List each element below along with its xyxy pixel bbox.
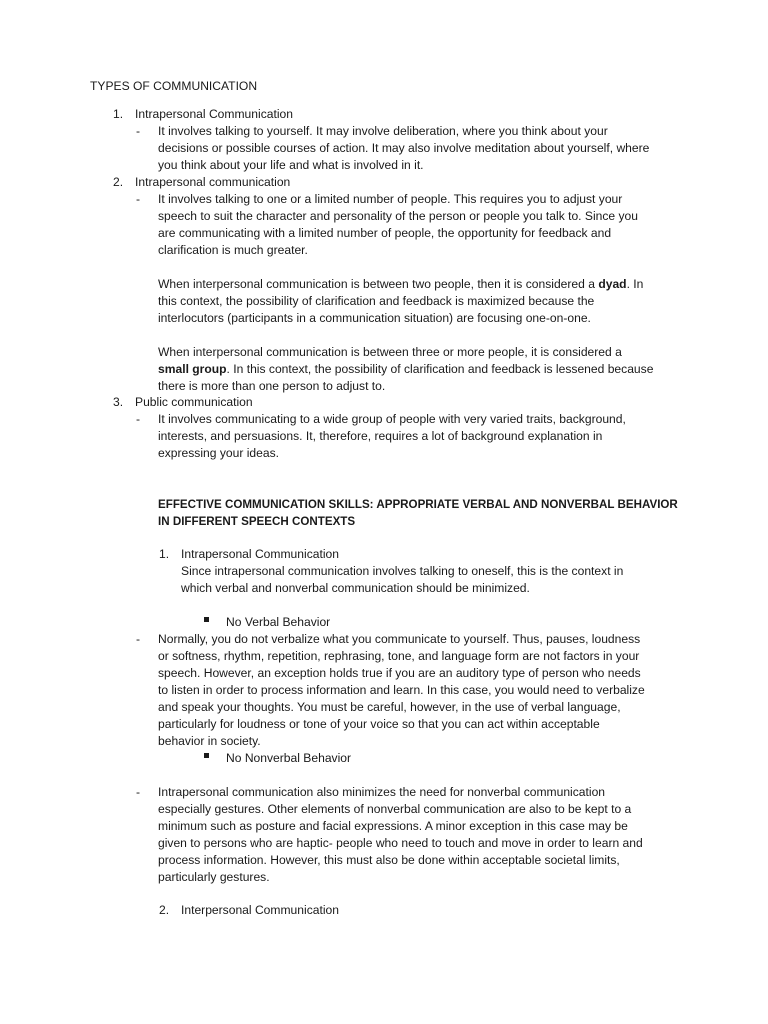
dash-bullet: -	[136, 124, 141, 138]
sublist-heading-2: Interpersonal Communication	[181, 903, 339, 917]
dash-bullet: -	[136, 192, 141, 206]
paragraph-line: minimum such as posture and facial expressions. A minor exception in this case may be	[158, 819, 628, 833]
sublist-number-2: 2.	[159, 903, 170, 917]
paragraph-line: you think about your life and what is involved in it.	[158, 158, 424, 172]
bullet-label: No Verbal Behavior	[226, 615, 331, 629]
paragraph-line: When interpersonal communication is between three or more people, it is considered a	[158, 345, 622, 359]
paragraph-line: expressing your ideas.	[158, 446, 280, 460]
section-heading: EFFECTIVE COMMUNICATION SKILLS: APPROPRIATE VERBAL AND NONVERBAL BEHAVIOR	[158, 498, 678, 511]
list-number-2: 2.	[113, 175, 124, 189]
paragraph-line: interests, and persuasions. It, therefore, requires a lot of background explanation in	[158, 429, 603, 443]
paragraph-line: Since intrapersonal communication involves talking to oneself, this is the context in	[181, 564, 624, 578]
paragraph-line: speech. However, an exception holds true if you are an auditory type of person who needs	[158, 666, 641, 680]
paragraph-line: It involves talking to yourself. It may involve deliberation, where you think about your	[158, 124, 608, 138]
paragraph-line: given to persons who are haptic- people who need to touch and move in order to learn and	[158, 836, 643, 850]
dash-bullet: -	[136, 785, 141, 799]
list-number-1: 1.	[113, 107, 124, 121]
paragraph-line: speech to suit the character and personality of the person or people you talk to. Since you	[158, 209, 639, 223]
small-group-term: small group	[158, 362, 227, 376]
small-group-paragraph-line: small group. In this context, the possibility of clarification and feedback is lessened because	[158, 362, 654, 376]
square-bullet-icon	[204, 617, 209, 622]
paragraph-line: particularly gestures.	[158, 870, 270, 884]
paragraph-line: Normally, you do not verbalize what you communicate to yourself. Thus, pauses, loudness	[158, 632, 641, 646]
paragraph-line: It involves communicating to a wide group of people with very varied traits, background,	[158, 412, 626, 426]
list-heading-2: Intrapersonal communication	[135, 175, 291, 189]
paragraph-line: behavior in society.	[158, 734, 261, 748]
paragraph-line: interlocutors (participants in a communication situation) are focusing one-on-one.	[158, 311, 591, 325]
list-number-3: 3.	[113, 395, 124, 409]
dyad-term: dyad	[598, 277, 627, 291]
paragraph-line: particularly for loudness or tone of your voice so that you can act within acceptable	[158, 717, 600, 731]
paragraph-line: process information. However, this must also be done within acceptable societal limits,	[158, 853, 620, 867]
paragraph-line: clarification is much greater.	[158, 243, 308, 257]
paragraph-line: Intrapersonal communication also minimizes the need for nonverbal communication	[158, 785, 606, 799]
sublist-heading-1: Intrapersonal Communication	[181, 547, 339, 561]
paragraph-line: are communicating with a limited number of people, the opportunity for feedback and	[158, 226, 612, 240]
bullet-label: No Nonverbal Behavior	[226, 751, 352, 765]
paragraph-line: which verbal and nonverbal communication should be minimized.	[181, 581, 530, 595]
section-heading: IN DIFFERENT SPEECH CONTEXTS	[158, 515, 356, 528]
document-title: TYPES OF COMMUNICATION	[90, 79, 258, 93]
paragraph-line: It involves talking to one or a limited number of people. This requires you to adjust your	[158, 192, 623, 206]
paragraph-line: or softness, rhythm, repetition, rephrasing, tone, and language form are not factors in your	[158, 649, 640, 663]
paragraph-line: this context, the possibility of clarification and feedback is maximized because the	[158, 294, 595, 308]
dyad-paragraph-line: When interpersonal communication is between two people, then it is considered a dyad. In	[158, 277, 644, 291]
paragraph-line: there is more than one person to adjust to.	[158, 379, 386, 393]
paragraph-line: and speak your thoughts. You must be careful, however, in the use of verbal language,	[158, 700, 621, 714]
paragraph-line: decisions or possible courses of action. It may also involve meditation about yourself, where	[158, 141, 650, 155]
paragraph-line: especially gestures. Other elements of nonverbal communication are also to be kept to a	[158, 802, 632, 816]
square-bullet-icon	[204, 753, 209, 758]
list-heading-3: Public communication	[135, 395, 253, 409]
list-heading-1: Intrapersonal Communication	[135, 107, 293, 121]
dash-bullet: -	[136, 632, 141, 646]
sublist-number-1: 1.	[159, 547, 170, 561]
dash-bullet: -	[136, 412, 141, 426]
paragraph-line: to listen in order to process information and learn. In this case, you would need to verbalize	[158, 683, 645, 697]
